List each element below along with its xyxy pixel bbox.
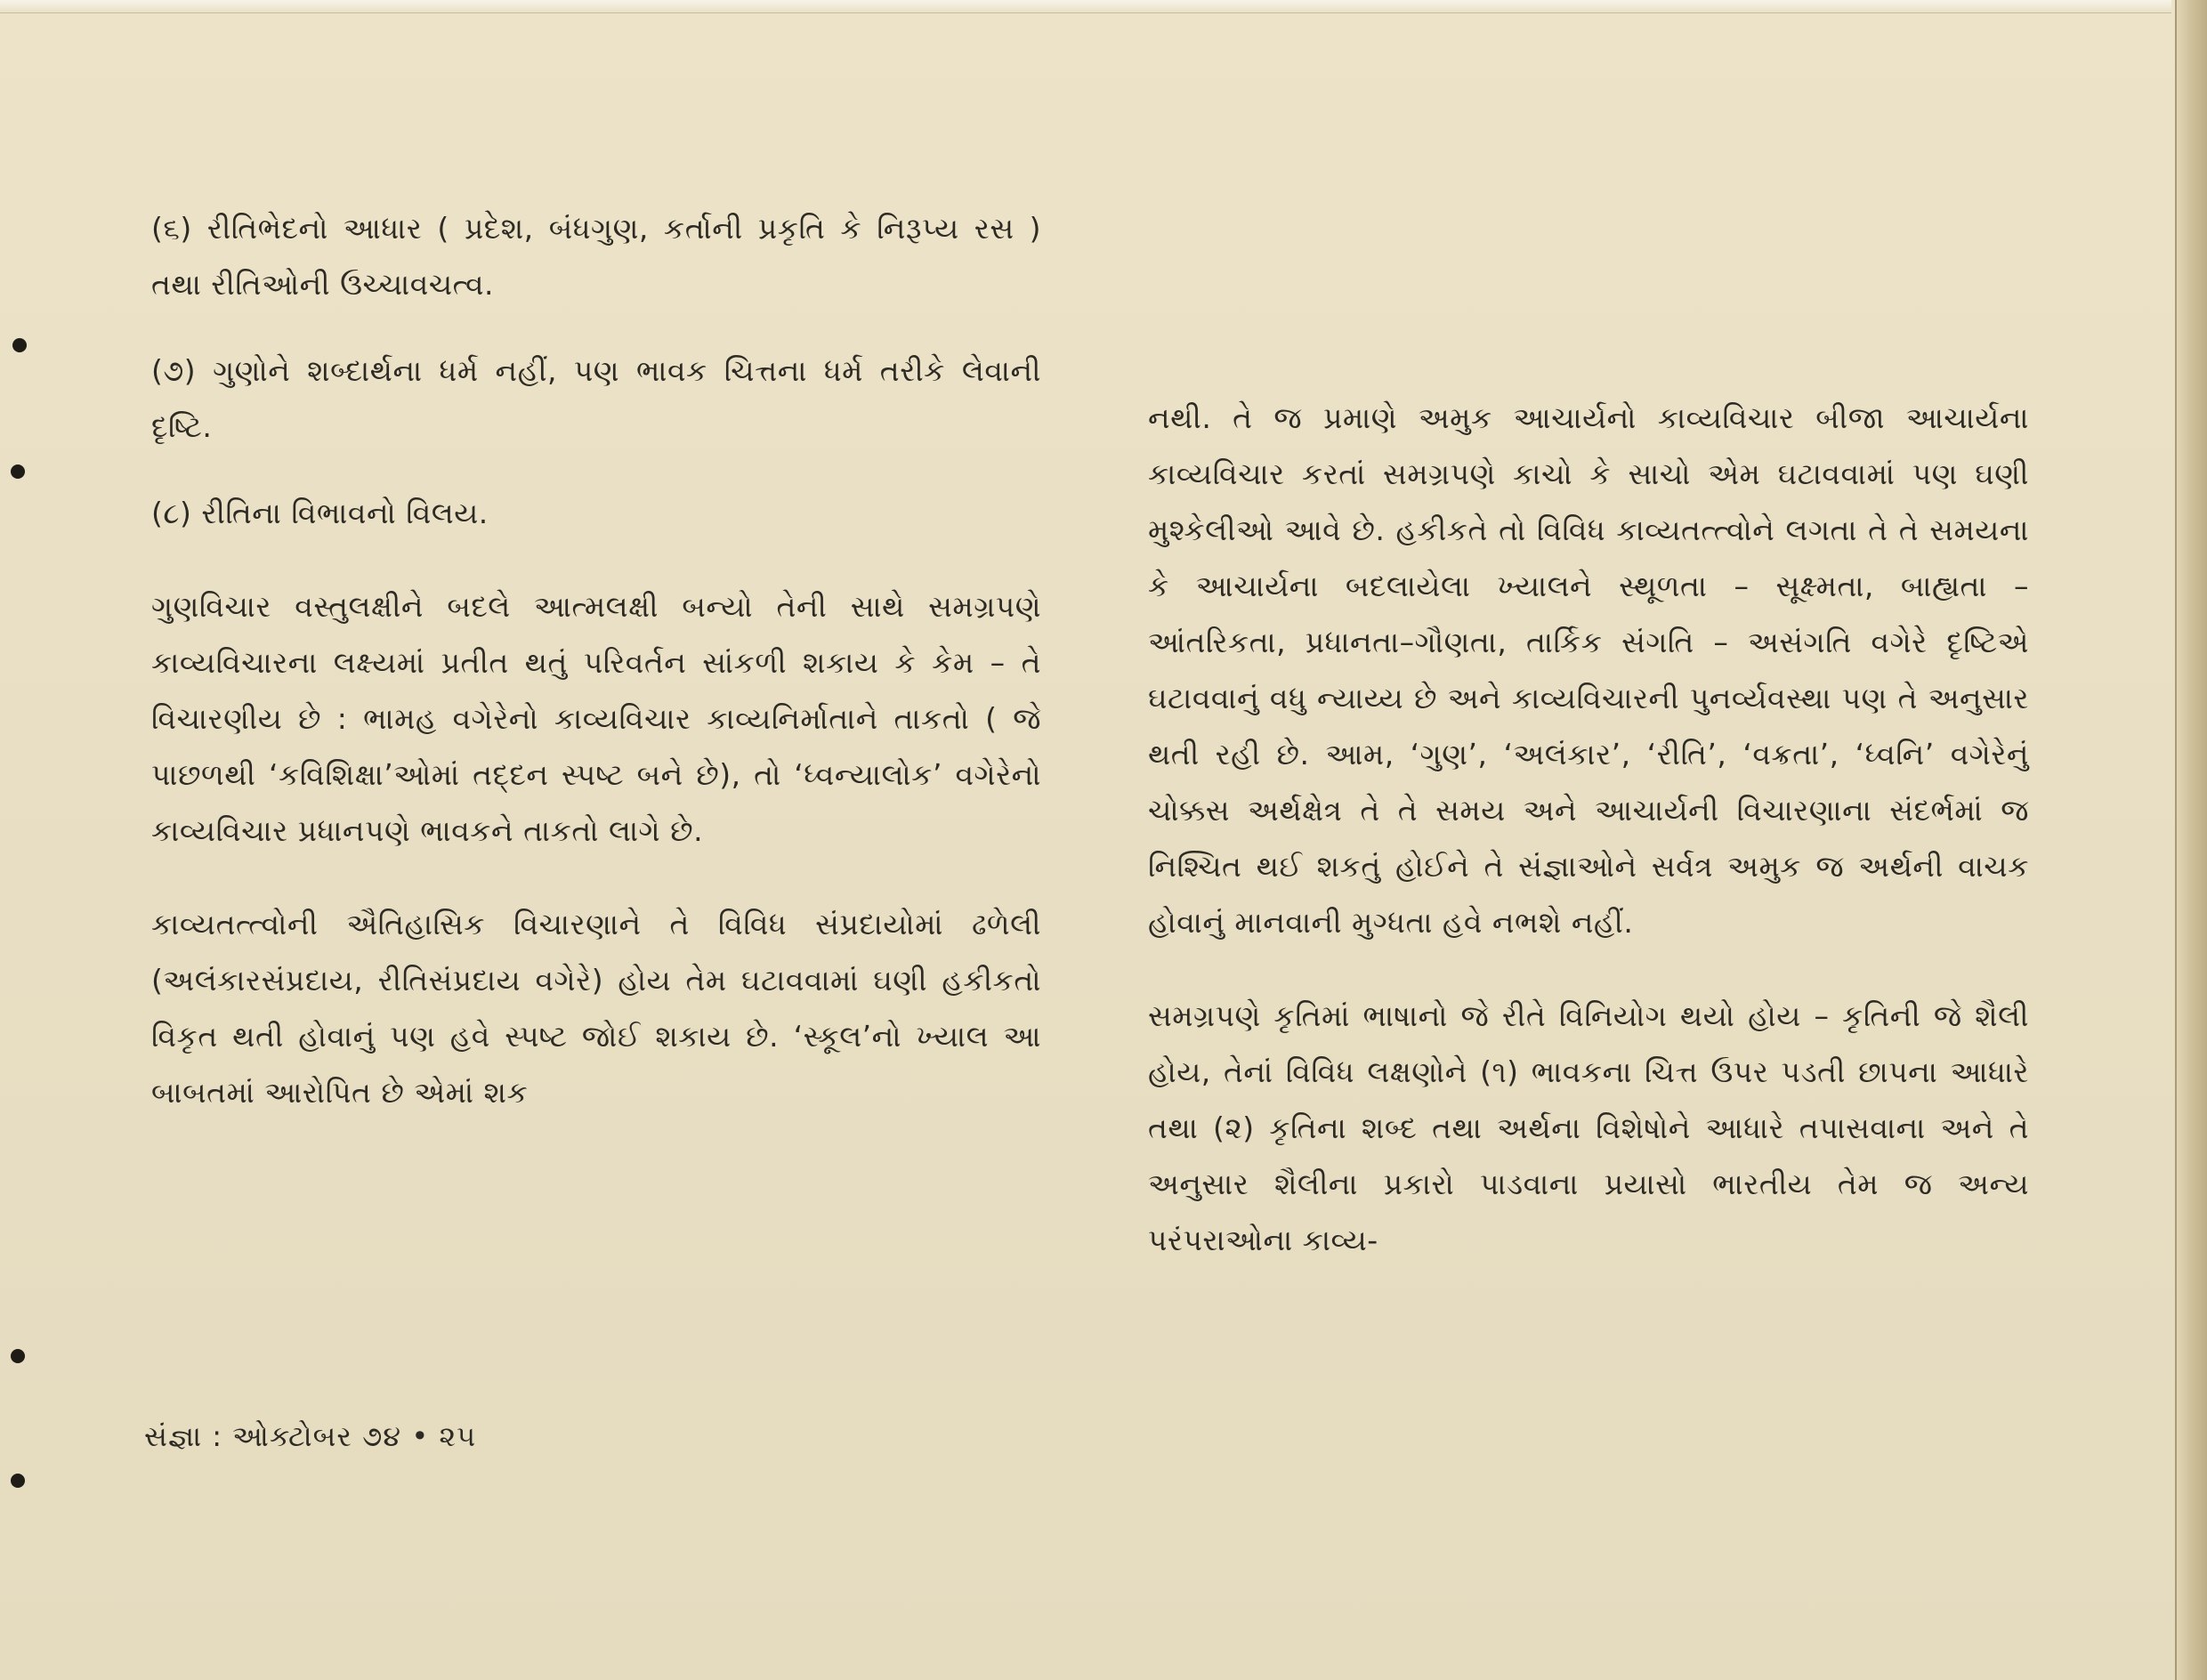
binding-hole [11,464,25,479]
list-item-8: (૮) રીતિના વિભાવનો વિલય. [151,496,489,530]
paragraph: કાવ્યતત્ત્વોની ઐતિહાસિક વિચારણાને તે વિવિધ સંપ્રદાયોમાં ઢળેલી (અલંકારસંપ્રદાય, રીતિસંપ્રદાય વગેરે) હોય તેમ ઘટાવવામાં ઘણી હકીકતો વિકૃત થતી હોવાનું પણ હવે સ્પષ્ટ જોઈ શકાય છે. ‘સ્કૂલ’નો ખ્યાલ આ બાબતમાં આરોપિત છે એમાં શક [151,907,1041,1110]
left-text-column [151,200,1041,1120]
paragraph: સમગ્રપણે કૃતિમાં ભાષાનો જે રીતે વિનિયોગ થયો હોય – કૃતિની જે શૈલી હોય, તેનાં વિવિધ લક્ષણોને (૧) ભાવકના ચિત્ત ઉપર પડતી છાપના આધારે તથા (૨) કૃતિના શબ્દ તથા અર્થના વિશેષોને આધારે તપાસવાના અને તે અનુસાર શૈલીના પ્રકારો પાડવાના પ્રયાસો ભારતીય તેમ જ અન્ય પરંપરાઓના કાવ્ય- [1148,998,2029,1257]
list-item-7: (૭) ગુણોને શબ્દાર્થના ધર્મ નહીં, પણ ભાવક ચિત્તના ધર્મ તરીકે લેવાની દૃષ્ટિ. [151,353,1041,444]
binding-hole [11,1349,25,1363]
paragraph: નથી. તે જ પ્રમાણે અમુક આચાર્યનો કાવ્યવિચાર બીજા આચાર્યના કાવ્યવિચાર કરતાં સમગ્રપણે કાચો કે સાચો એમ ઘટાવવામાં પણ ઘણી મુશ્કેલીઓ આવે છે. હકીકતે તો વિવિધ કાવ્યતત્ત્વોને લગતા તે તે સમયના કે આચાર્યના બદલાયેલા ખ્યાલને સ્થૂળતા – સૂક્ષ્મતા, બાહ્યતા – આંતરિકતા, પ્રધાનતા–ગૌણતા, તાર્કિક સંગતિ – અસંગતિ વગેરે દૃષ્ટિએ ઘટાવવાનું વધુ ન્યાય્ય છે અને કાવ્યવિચારની પુનર્વ્યવસ્થા પણ તે અનુસાર થતી રહી છે. આમ, ‘ગુણ’, ‘અલંકાર’, ‘રીતિ’, ‘વક્રતા’, ‘ધ્વનિ’ વગેરેનું ચોક્કસ અર્થક્ષેત્ર તે તે સમય અને આચાર્યની વિચારણાના સંદર્ભમાં જ નિશ્ચિત થઈ શકતું હોઈને તે સંજ્ઞાઓને સર્વત્ર અમુક જ અર્થની વાચક હોવાનું માનવાની મુગ્ધતા હવે નભશે નહીં. [1148,400,2029,940]
binding-hole [12,338,27,352]
page-footer: સંજ્ઞા : ઓક્ટોબર ૭૪ • ૨૫ [144,1419,477,1453]
binding-hole [11,1474,25,1488]
list-item-6: (૬) રીતિભેદનો આધાર ( પ્રદેશ, બંધગુણ, કર્તાની પ્રકૃતિ કે નિરૂપ્ય રસ ) તથા રીતિઓની ઉચ્ચાવચત્વ. [151,211,1041,302]
right-text-column [1148,390,2029,1268]
paragraph: ગુણવિચાર વસ્તુલક્ષીને બદલે આત્મલક્ષી બન્યો તેની સાથે સમગ્રપણે કાવ્યવિચારના લક્ષ્યમાં પ્રતીત થતું પરિવર્તન સાંકળી શકાય કે કેમ – તે વિચારણીય છે : ભામહ વગેરેનો કાવ્યવિચાર કાવ્યનિર્માતાને તાકતો ( જે પાછળથી ‘કવિશિક્ષા’ઓમાં તદ્દન સ્પષ્ટ બને છે), તો ‘ધ્વન્યાલોક’ વગેરેનો કાવ્યવિચાર પ્રધાનપણે ભાવકને તાકતો લાગે છે. [151,589,1041,848]
page-right-edge [2175,0,2207,1680]
page-top-edge [0,0,2171,13]
